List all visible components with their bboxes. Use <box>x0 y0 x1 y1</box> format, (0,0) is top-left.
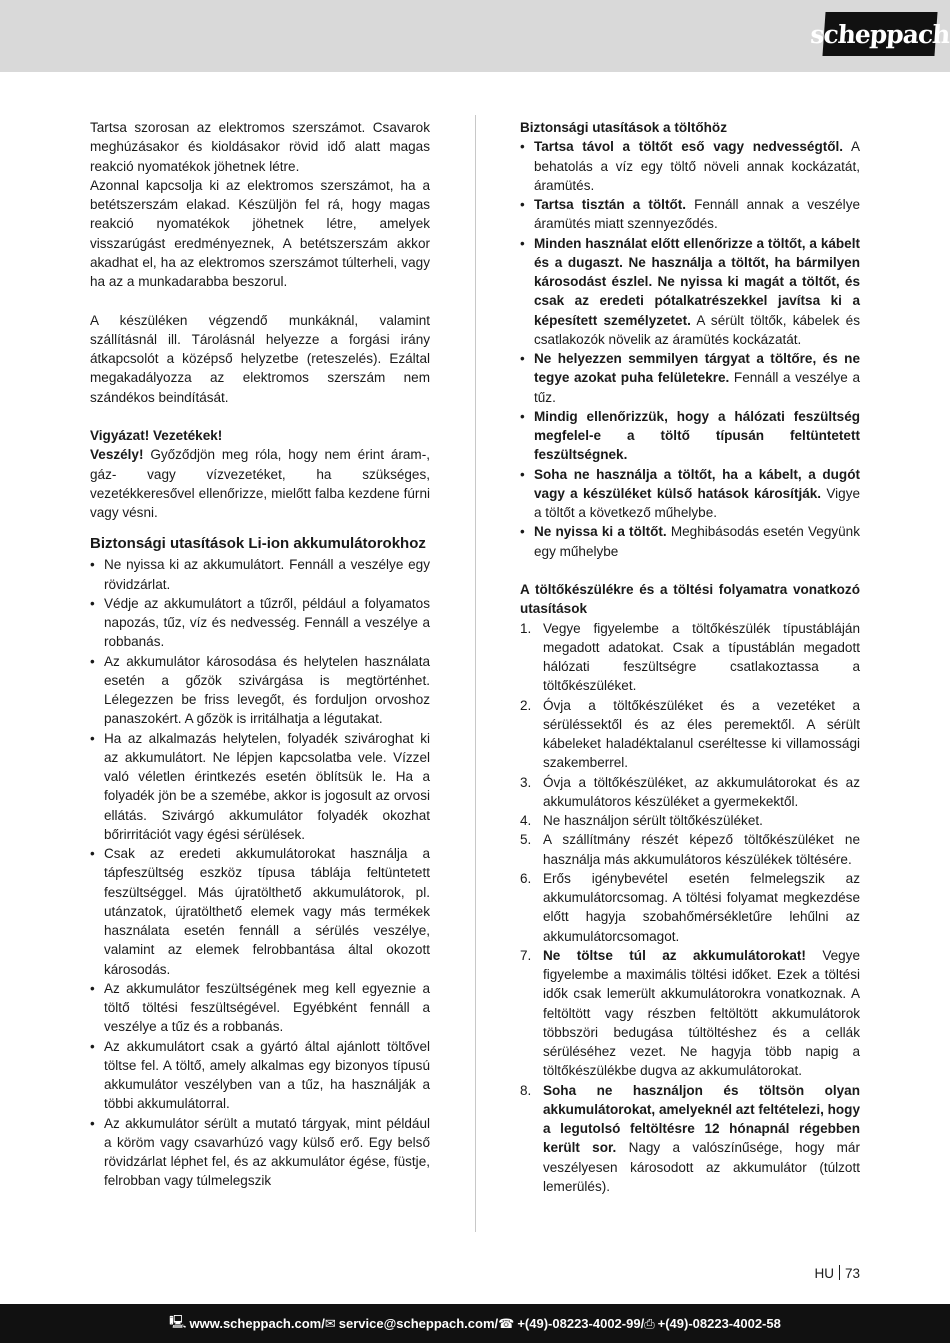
footer-fax: +(49)-08223-4002-58 <box>657 1316 781 1331</box>
list-item-bold: Tartsa távol a töltőt eső vagy nedvességtől. <box>534 139 844 155</box>
item-text: Óvja a töltőkészüléket, az akkumulátorokat és az akkumulátoros készüléket a gyermekektől. <box>543 774 860 809</box>
list-item-text: Vigye a töltőt a következő műhelybe. <box>534 485 861 520</box>
item-number: 4. <box>520 813 532 828</box>
list-item-bold: Ne nyissa ki a töltőt. <box>534 524 667 540</box>
numbered-item <box>520 1081 860 1197</box>
list-item: • Védje az akkumulátort a tűzről, például a folyamatos napozás, tűz, víz és nedvesség. Fennáll a veszélye a robbanás. <box>90 594 430 652</box>
numbered-item <box>520 619 860 696</box>
item-text: Erős igénybevétel esetén felmelegszik az akkumulátorcsomag. A töltési folyamat megkezdése előtt hagyja szobahőmérsékletűre lehűlni az akkumulátorcsomagot. <box>543 870 860 944</box>
li-ion-list <box>90 555 430 1190</box>
list-item: • Ne nyissa ki az akkumulátort. Fennáll a veszélye egy rövidzárlat. <box>90 555 430 594</box>
footer-phone[interactable]: +(49)-08223-4002-99 <box>517 1316 641 1331</box>
page-number <box>814 1265 860 1281</box>
charging-process-list <box>520 619 860 1197</box>
item-text: A szállítmány részét képező töltőkészüléket ne használja más akkumulátoros készülékek töltésére. <box>543 832 860 867</box>
item-number: 3. <box>520 774 532 790</box>
warning-lead: Veszély! <box>90 447 144 463</box>
footer-separator: / <box>640 1316 645 1331</box>
paragraph-direction-switch: A készüléken végzendő munkáknál, valamint szállításnál ill. Tárolásnál helyezze a forgási irány átkapcsolót a középső helyzetbe (reteszelés). Ezáltal megakadályozza az elektromos szerszám nem szándékos beindítását. <box>90 312 430 405</box>
list-item <box>520 407 860 465</box>
list-item-bold: Mindig ellenőrizzük, hogy a hálózati feszültség megfelel-e a töltő típusán feltüntetett feszültségnek. <box>534 408 860 463</box>
warning-title: Vigyázat! Vezetékek! <box>90 428 223 443</box>
item-bold: Ne töltse túl az akkumulátorokat! <box>543 947 806 963</box>
numbered-item <box>520 811 860 830</box>
numbered-item <box>520 696 860 773</box>
list-item: • Az akkumulátor feszültségének meg kell egyeznie a töltő töltési feszültségével. Egyébként fennáll a veszélye a tűz és a robbanás. <box>90 979 430 1037</box>
page-lang: HU <box>814 1266 834 1281</box>
header-band <box>0 0 950 72</box>
fax-icon: ⎙ <box>644 1315 655 1331</box>
left-column <box>90 118 430 1191</box>
section-title-charger: Biztonsági utasítások a töltőhöz <box>520 120 727 135</box>
item-text: Vegye figyelembe a töltőkészülék típustábláján megadott adatokat. Csak a típustáblán megadott hálózati feszültségre csatlakoztassa a töltőkészüléket. <box>543 620 860 694</box>
warning-paragraph <box>90 445 430 522</box>
phone-icon: ☎ <box>498 1315 515 1331</box>
list-item-bold: Minden használat előtt ellenőrizze a töltőt, a kábelt és a dugaszt. Ne használja a töltőt, ha bármilyen károsodást észlel. Ne nyissa ki magát a töltőt, és csak az eredeti pótalkatrészekkel javítsa ki a képesített személyzetet. <box>534 235 860 328</box>
numbered-item <box>520 773 860 812</box>
list-item <box>520 137 860 195</box>
list-item-text: Fennáll annak a veszélye áramütés miatt szennyeződés. <box>534 197 860 232</box>
item-number: 1. <box>520 620 532 636</box>
computer-icon: 🖳 <box>169 1313 187 1329</box>
charger-list <box>520 137 860 561</box>
list-item: • Ha az alkalmazás helytelen, folyadék szivároghat ki az akkumulátort. Ne lépjen kapcsolatba vele. Vízzel való véletlen érintkezés esetén öblítsük le. Ha a folyadék jön be a szemébe, akkor is jogosult az orvosi ellátás. Szivárgó akkumulátor folyadék okozhat bőrirritációt vagy égési sérülések. <box>90 729 430 845</box>
paragraph-hold-tool: Tartsa szorosan az elektromos szerszámot. Csavarok meghúzásakor és kioldásakor rövid idő alatt magas reakció nyomatékok jöhetnek létre. <box>90 120 430 174</box>
list-item-text: A sérült töltők, kábelek és csatlakozók növelik az áramütés kockázatát. <box>534 312 860 347</box>
brand-logo: scheppach <box>822 12 937 56</box>
item-text: Vegye figyelembe a maximális töltési időket. Ezek a töltési idők csak lemerült akkumulátorokra vonatkoznak. A feltöltött vagy részben feltöltött akkumulátorok többszöri bedugása túltöltéshez és a cellák sérüléséhez vezet. Ne hagyja több napig a töltőkészülékbe dugva az akkumulátorokat. <box>543 947 860 1079</box>
item-bold: Soha ne használjon és töltsön olyan akkumulátorokat, amelyeknél azt feltételezi, hogy a legutolsó feltöltésre 12 hónapnál régebben került sor. <box>543 1082 860 1156</box>
footer-website[interactable]: www.scheppach.com <box>189 1316 322 1331</box>
list-item-bold: Soha ne használja a töltőt, ha a kábelt, a dugót vagy a készüléket külső hatások károsítják. <box>534 466 860 501</box>
footer-email[interactable]: service@scheppach.com <box>338 1316 495 1331</box>
page-number-value: 73 <box>844 1266 860 1281</box>
right-column <box>520 118 860 1196</box>
item-text: Óvja a töltőkészüléket és a vezetéket a sérüléssektől és az éles peremektől. A sérült kábeleket haladéktalanul cseréltesse ki villamossági szakemberrel. <box>543 697 860 771</box>
list-item <box>520 234 860 350</box>
item-text: Nagy a valószínűsége, hogy már veszélyesen károsodott az akkumulátor (túlzott lemerülés). <box>543 1140 860 1194</box>
list-item-bold: Tartsa tisztán a töltőt. <box>534 197 687 212</box>
list-item <box>520 465 860 523</box>
item-number: 7. <box>520 947 532 963</box>
list-item-text: A behatolás a víz egy töltő növeli annak kockázatát, áramütés. <box>534 139 860 193</box>
item-text: Ne használjon sérült töltőkészüléket. <box>543 813 763 828</box>
list-item-text: Meghibásodás esetén Vegyünk egy műhelybe <box>534 524 860 559</box>
list-item: • Az akkumulátor károsodása és helytelen használata esetén a gőzök szivárgása is megtörténhet. Lélegezzen be friss levegőt, és forduljon orvoshoz panaszokért. A gőzök is irritálhatja a légutakat. <box>90 652 430 729</box>
item-number: 2. <box>520 697 532 713</box>
footer-separator: / <box>494 1316 499 1331</box>
item-number: 5. <box>520 832 532 848</box>
list-item: • Az akkumulátor sérült a mutató tárgyak, mint például a köröm vagy csavarhúzó vagy külső erő. Egy belső rövidzárlat léphet fel, és az akkumulátor égése, füstje, felrobban vagy túlmelegszik <box>90 1114 430 1191</box>
section-title-li-ion: Biztonsági utasítások Li-ion akkumulátorokhoz <box>90 535 426 553</box>
footer-bar <box>0 1304 950 1343</box>
list-item <box>520 522 860 561</box>
warning-text: Győződjön meg róla, hogy nem érint áram-, gáz- vagy vízvezetéket, ha szükséges, vezetékkeresővel ellenőrizze, mielőtt falba kezdene fúrni vagy vésni. <box>90 447 430 520</box>
numbered-item <box>520 946 860 1081</box>
numbered-item <box>520 869 860 946</box>
list-item: • Csak az eredeti akkumulátorokat használja a tápfeszültség eszköz típusa táblája feltüntetett feszültséggel. Más újratölthető akkumulátorok, pl. utánzatok, újratölthető elemek vagy más termékek használata esetén fennáll a sérülés veszélye, valamint az elemek felrobbantása által okozott károsodás. <box>90 844 430 979</box>
section-title-charging-process: A töltőkészülékre és a töltési folyamatra vonatkozó utasítások <box>520 582 860 617</box>
column-divider <box>475 115 476 1232</box>
list-item-bold: Ne helyezzen semmilyen tárgyat a töltőre, és ne tegye azokat puha felületekre. <box>534 351 860 386</box>
numbered-item <box>520 830 860 869</box>
list-item <box>520 195 860 234</box>
list-item: • Az akkumulátort csak a gyártó által ajánlott töltővel töltse fel. A töltő, amely alkalmas egy bizonyos típusú akkumulátor veszélyben van a tűz, ha használják a többi akkumulátorral. <box>90 1037 430 1114</box>
list-item <box>520 349 860 407</box>
list-item-text: Fennáll a veszélye a tűz. <box>534 370 861 405</box>
paragraph-switch-off: Azonnal kapcsolja ki az elektromos szerszámot, ha a betétszerszám elakad. Készüljön fel rá, hogy magas reakció nyomatékok jöhetnek létre, amelyek visszarúgást eredményeznek, A betétszerszám akkor akadhat el, ha az elektromos szerszámot túlterheli, vagy ha az a munkadarabba beszorul. <box>90 177 430 289</box>
item-number: 6. <box>520 870 532 886</box>
mail-icon: ✉ <box>324 1315 336 1331</box>
item-number: 8. <box>520 1082 532 1098</box>
footer-separator: / <box>321 1316 325 1331</box>
